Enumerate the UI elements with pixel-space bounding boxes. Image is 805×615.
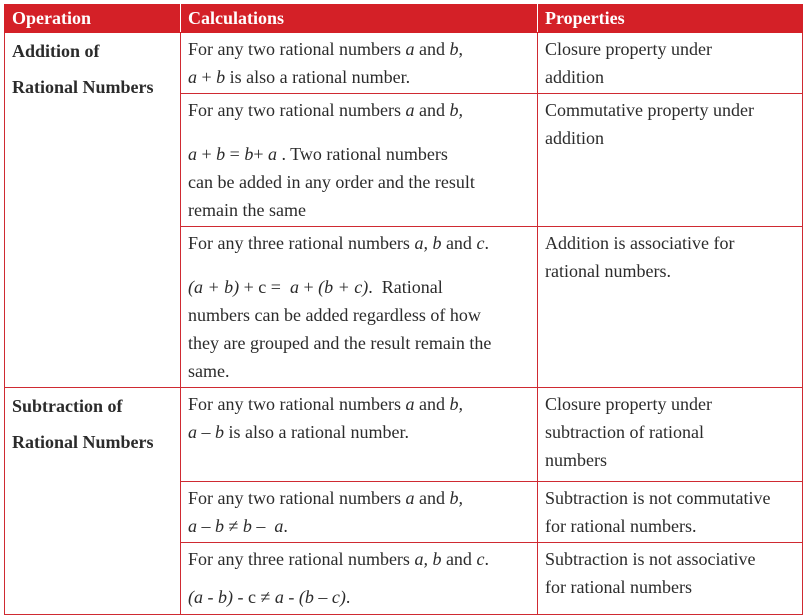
property-text: Addition is associative for (545, 233, 735, 253)
property-cell (538, 482, 803, 543)
header-operation: Operation (5, 5, 181, 33)
property-text: Closure property under (545, 394, 712, 414)
calculation-cell (181, 33, 538, 94)
property-text: Subtraction is not commutative (545, 488, 771, 508)
property-cell (538, 388, 803, 482)
property-text: Closure property under (545, 39, 712, 59)
calc-text: can be added in any order and the result (188, 172, 475, 192)
table-row (5, 33, 803, 94)
property-cell (538, 94, 803, 227)
property-text: for rational numbers (545, 577, 692, 597)
calc-text: numbers can be added regardless of how (188, 305, 481, 325)
calc-text: (a + b) + c = a + (b + c). Rational (188, 277, 443, 297)
calc-text: For any two rational numbers a and b, (188, 488, 463, 508)
calc-text: same. (188, 361, 230, 381)
calc-text: a – b is also a rational number. (188, 422, 409, 442)
calculation-cell (181, 227, 538, 388)
calc-text: a + b = b+ a . Two rational numbers (188, 144, 448, 164)
property-cell (538, 543, 803, 615)
property-text: rational numbers. (545, 261, 671, 281)
rational-properties-table (4, 4, 803, 615)
operation-cell-subtraction (5, 388, 181, 615)
table-row (5, 388, 803, 482)
calc-text: a – b ≠ b – a. (188, 516, 288, 536)
calc-text: a + b is also a rational number. (188, 67, 411, 87)
calculation-cell (181, 543, 538, 615)
property-text: for rational numbers. (545, 516, 697, 536)
calculation-cell (181, 388, 538, 482)
calc-text: For any two rational numbers a and b, (188, 394, 463, 414)
calc-text: they are grouped and the result remain the (188, 333, 492, 353)
calc-text: remain the same (188, 200, 306, 220)
calc-text: For any two rational numbers a and b, (188, 100, 463, 120)
calculation-cell (181, 482, 538, 543)
calc-text: For any three rational numbers a, b and c. (188, 549, 489, 569)
property-cell (538, 33, 803, 94)
operation-label-line: Rational Numbers (12, 432, 154, 452)
operation-label-line: Addition of (12, 41, 100, 61)
operation-cell-addition (5, 33, 181, 388)
header-row (5, 5, 803, 33)
calc-text: For any three rational numbers a, b and c. (188, 233, 489, 253)
property-text: addition (545, 67, 604, 87)
calculation-cell (181, 94, 538, 227)
header-calculations: Calculations (181, 5, 538, 33)
property-text: subtraction of rational (545, 422, 704, 442)
header-properties: Properties (538, 5, 803, 33)
operation-label-line: Subtraction of (12, 396, 123, 416)
property-cell (538, 227, 803, 388)
property-text: Commutative property under (545, 100, 754, 120)
calc-text: (a - b) - c ≠ a - (b – c). (188, 587, 351, 607)
operation-label-line: Rational Numbers (12, 77, 154, 97)
property-text: Subtraction is not associative (545, 549, 756, 569)
calc-text: For any two rational numbers a and b, (188, 39, 463, 59)
property-text: numbers (545, 450, 607, 470)
property-text: addition (545, 128, 604, 148)
